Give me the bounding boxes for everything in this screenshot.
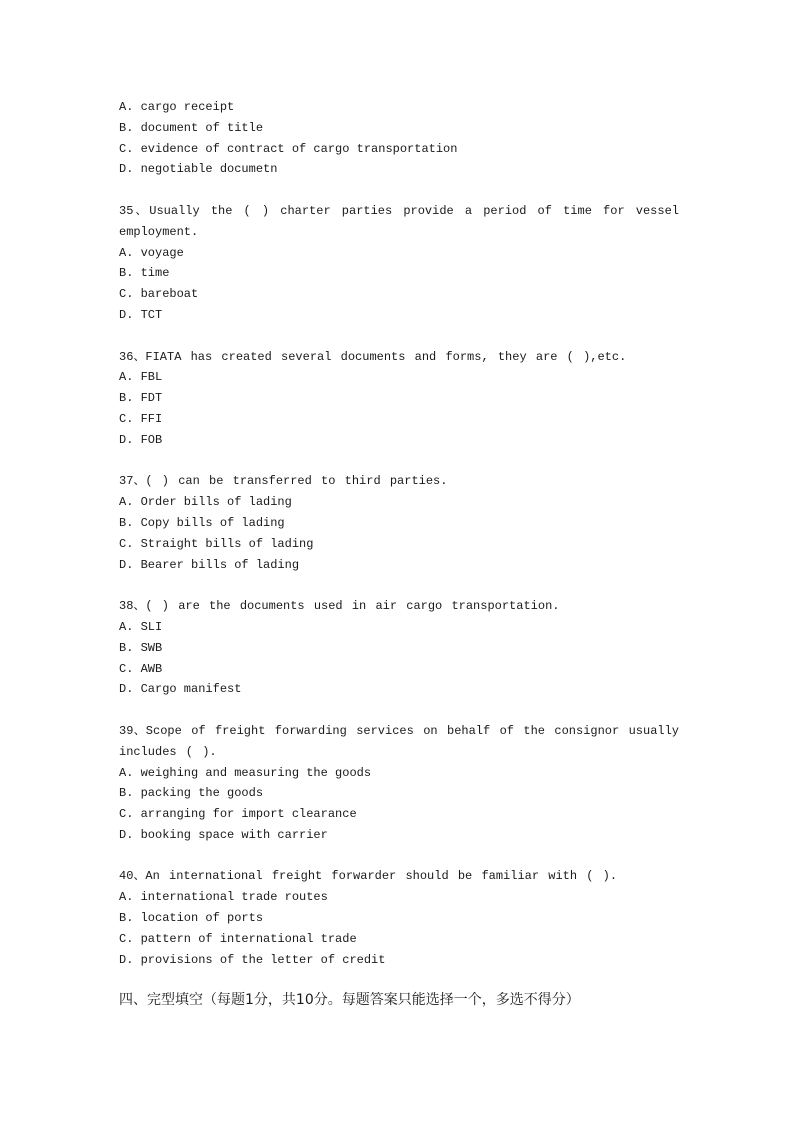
option-b: B. document of title	[119, 120, 264, 135]
option-c: C. evidence of contract of cargo transportation	[119, 141, 458, 156]
question-stem: 35、Usually the ( ) charter parties provide a period of time for vessel employment.	[119, 203, 679, 239]
option-d: D. provisions of the letter of credit	[119, 952, 386, 967]
option-a: A. SLI	[119, 619, 163, 634]
question-stem: 36、FIATA has created several documents and forms, they are ( ),etc.	[119, 349, 627, 364]
option-d: D. negotiable documetn	[119, 162, 278, 177]
option-c: C. arranging for import clearance	[119, 807, 357, 822]
question-stem: 40、An international freight forwarder should be familiar with ( ).	[119, 869, 618, 884]
question-35	[119, 201, 679, 326]
option-a: A. cargo receipt	[119, 100, 235, 114]
option-c: C. FFI	[119, 411, 163, 426]
question-38	[119, 596, 679, 700]
question-36	[119, 347, 679, 451]
option-d: D. booking space with carrier	[119, 827, 328, 842]
option-b: B. FDT	[119, 391, 163, 406]
option-group-34	[119, 97, 679, 180]
section-heading: 四、完型填空（每题1分，共10分。每题答案只能选择一个，多选不得分）	[119, 992, 580, 1008]
option-c: C. Straight bills of lading	[119, 536, 314, 551]
question-stem: 38、( ) are the documents used in air cargo transportation.	[119, 599, 560, 614]
option-c: C. bareboat	[119, 287, 199, 302]
option-b: B. Copy bills of lading	[119, 515, 285, 530]
question-list	[119, 97, 679, 970]
question-stem: 37、( ) can be transferred to third parties.	[119, 474, 448, 489]
option-a: A. Order bills of lading	[119, 495, 292, 510]
option-c: C. pattern of international trade	[119, 931, 357, 946]
question-39	[119, 721, 679, 846]
question-37	[119, 471, 679, 575]
question-40	[119, 866, 679, 970]
option-d: D. TCT	[119, 307, 163, 322]
option-a: A. voyage	[119, 245, 184, 260]
option-b: B. packing the goods	[119, 786, 264, 801]
option-d: D. Cargo manifest	[119, 682, 242, 697]
option-d: D. FOB	[119, 432, 163, 447]
option-c: C. AWB	[119, 661, 163, 676]
option-b: B. location of ports	[119, 911, 264, 926]
option-a: A. FBL	[119, 370, 163, 385]
option-b: B. SWB	[119, 640, 163, 655]
option-a: A. international trade routes	[119, 890, 328, 905]
option-d: D. Bearer bills of lading	[119, 557, 300, 572]
question-stem: 39、Scope of freight forwarding services on behalf of the consignor usually includes ( ).	[119, 723, 679, 759]
option-b: B. time	[119, 266, 170, 281]
option-a: A. weighing and measuring the goods	[119, 765, 372, 780]
